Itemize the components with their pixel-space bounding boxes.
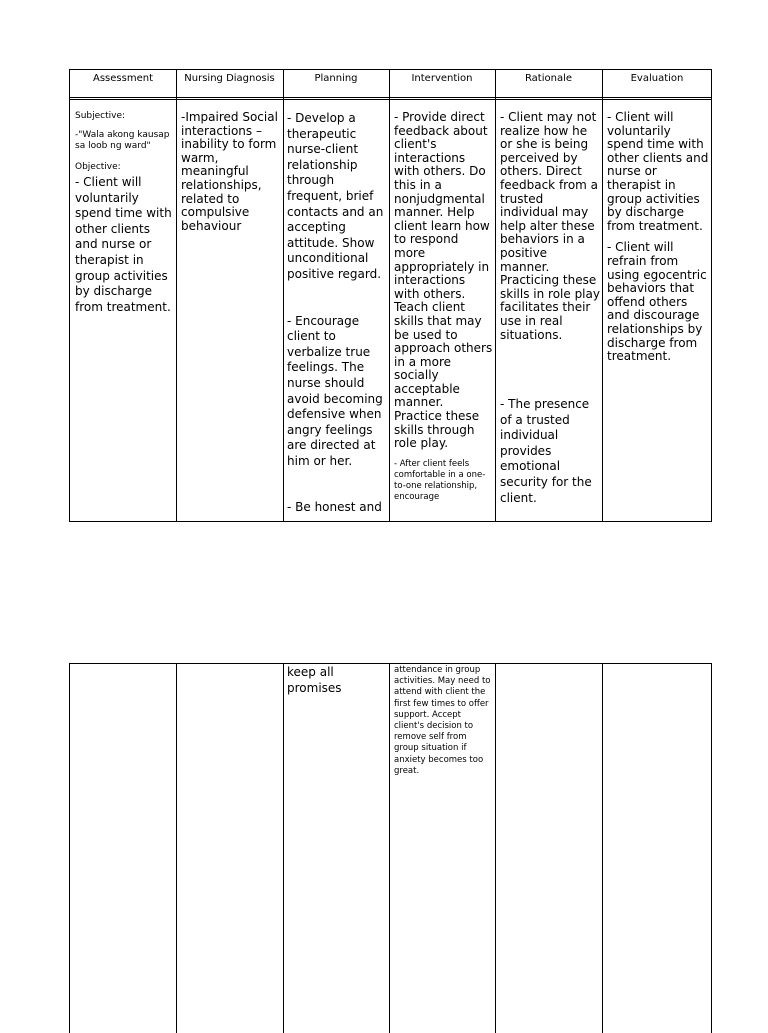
evaluation-item-2: - Client will refrain from using egocentric behaviors that offend others and discourage relationships by discharge from treatment. xyxy=(607,240,707,364)
assessment-cell xyxy=(75,111,173,315)
column-divider xyxy=(389,70,390,521)
objective-label: Objective: xyxy=(75,162,121,172)
header-nursing-diagnosis: Nursing Diagnosis xyxy=(184,73,275,84)
header-intervention: Intervention xyxy=(411,73,473,84)
evaluation-cell xyxy=(607,111,709,364)
intervention-cell xyxy=(394,111,493,504)
header-planning: Planning xyxy=(314,73,358,84)
column-divider xyxy=(602,70,603,521)
planning-item-3: - Be honest and xyxy=(287,500,382,515)
diagnosis-cell xyxy=(181,111,280,233)
column-divider xyxy=(495,70,496,521)
column-divider xyxy=(176,664,177,1033)
planning-item-2: - Encourage client to verbalize true feelings. The nurse should avoid becoming defensive when angry feelings are directed at him or her. xyxy=(287,313,383,468)
column-divider xyxy=(602,664,603,1033)
header-rationale: Rationale xyxy=(524,73,573,84)
care-plan-table-continued xyxy=(69,663,712,1033)
planning-item-3-continued: keep all promises xyxy=(287,665,342,695)
column-divider xyxy=(283,664,284,1033)
intervention-item-2: - After client feels comfortable in a one-to-one relationship, encourage xyxy=(394,458,486,503)
header-divider xyxy=(70,99,711,100)
header-assessment: Assessment xyxy=(93,73,153,84)
header-divider xyxy=(70,97,711,98)
rationale-cell xyxy=(500,111,600,506)
subjective-quote: -"Wala akong kausap sa loob ng ward" xyxy=(75,130,170,151)
care-plan-table-top xyxy=(69,69,712,522)
rationale-item-2: - The presence of a trusted individual provides emotional security for the client. xyxy=(500,397,592,505)
intervention-continued-cell xyxy=(394,665,492,777)
diagnosis-text: -Impaired Social interactions – inability to form warm, meaningful relationships, related to compulsive behaviour xyxy=(181,110,278,233)
column-divider xyxy=(495,664,496,1033)
column-divider xyxy=(283,70,284,521)
planning-item-1: - Develop a therapeutic nurse-client relationship through frequent, brief contacts and an accepting attitude. Show unconditional positive regard. xyxy=(287,111,384,281)
intervention-item-2-continued: attendance in group activities. May need to attend with client the first few times to offer support. Accept client's decision to remove self from group situation if anxiety becomes too great. xyxy=(394,665,491,776)
column-divider xyxy=(176,70,177,521)
objective-text: - Client will voluntarily spend time with other clients and nurse or therapist in group activities by discharge from treatment. xyxy=(75,175,172,314)
header-evaluation: Evaluation xyxy=(630,73,684,84)
evaluation-item-1: - Client will voluntarily spend time with other clients and nurse or therapist in group activities by discharge from treatment. xyxy=(607,110,709,233)
column-divider xyxy=(389,664,390,1033)
planning-continued-cell xyxy=(287,665,383,696)
intervention-item-1: - Provide direct feedback about client's interactions with others. Do this in a nonjudgmental manner. Help client learn how to respond more appropriately in interactions with others. Teach client skills that may be used to approach others in a more socially acceptable manner. Practice these skills through role play. xyxy=(394,110,493,451)
rationale-item-1: - Client may not realize how he or she is being perceived by others. Direct feedback from a trusted individual may help alter these behaviors in a positive manner. Practicing these skills in role play facilitates their use in real situations. xyxy=(500,110,600,342)
subjective-label: Subjective: xyxy=(75,111,126,121)
planning-cell xyxy=(287,111,387,516)
